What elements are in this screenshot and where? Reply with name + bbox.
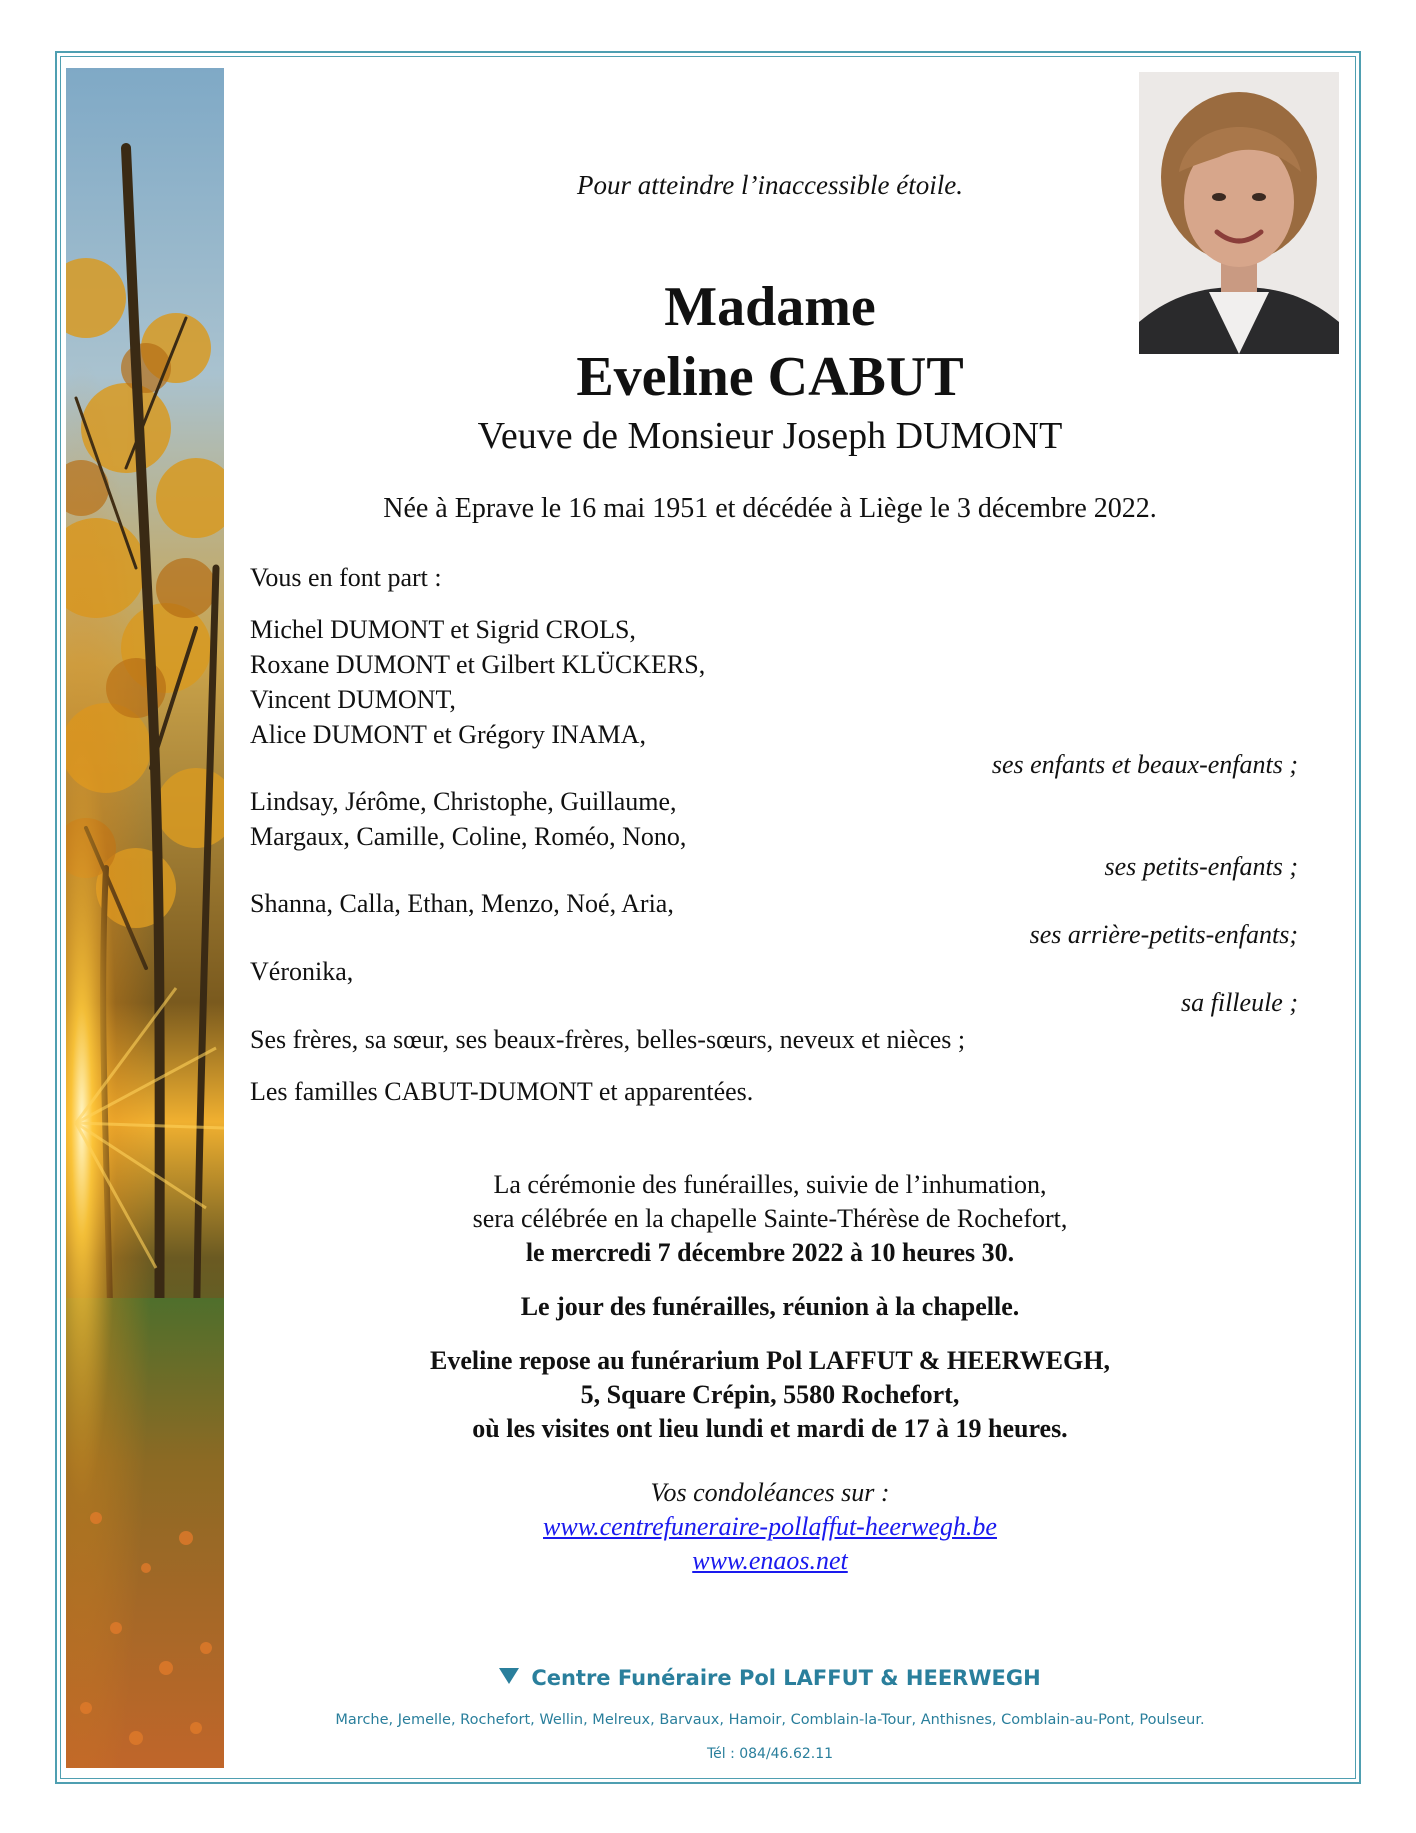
- great-grandchildren-list: Shanna, Calla, Ethan, Menzo, Noé, Aria,: [250, 889, 674, 918]
- ceremony-date: le mercredi 7 décembre 2022 à 10 heures 30.: [525, 1238, 1015, 1267]
- resting-line: où les visites ont lieu lundi et mardi de 17 à 19 heures.: [472, 1414, 1068, 1443]
- list-item: Alice DUMONT et Grégory INAMA,: [250, 720, 646, 749]
- goddaughter-label: sa filleule ;: [1181, 988, 1298, 1017]
- list-item: Margaux, Camille, Coline, Roméo, Nono,: [250, 822, 687, 851]
- children-list: [250, 612, 705, 752]
- resting-block: [250, 1344, 1290, 1446]
- footer-company-name: Centre Funéraire Pol LAFFUT & HEERWEGH: [531, 1666, 1041, 1690]
- meeting-line: Le jour des funérailles, réunion à la chapelle.: [520, 1292, 1020, 1321]
- grandchildren-list: [250, 784, 686, 854]
- birth-death-line: Née à Eprave le 16 mai 1951 et décédée à Liège le 3 décembre 2022.: [383, 493, 1157, 524]
- list-item: Vincent DUMONT,: [250, 685, 456, 714]
- honorific-title: Madame: [664, 276, 876, 338]
- ceremony-line: sera célébrée en la chapelle Sainte-Thérèse de Rochefort,: [472, 1204, 1068, 1233]
- grandchildren-label: ses petits-enfants ;: [1104, 852, 1298, 881]
- goddaughter: Véronika,: [250, 957, 354, 986]
- resting-line: Eveline repose au funérarium Pol LAFFUT & HEERWEGH,: [430, 1346, 1110, 1375]
- deceased-name: Eveline CABUT: [576, 346, 964, 408]
- list-item: Michel DUMONT et Sigrid CROLS,: [250, 615, 636, 644]
- footer-company: [250, 1666, 1290, 1690]
- condolences-block: [250, 1476, 1290, 1578]
- great-grandchildren-label: ses arrière-petits-enfants;: [1029, 920, 1298, 949]
- resting-line: 5, Square Crépin, 5580 Rochefort,: [580, 1380, 960, 1409]
- triangle-down-icon: [499, 1668, 519, 1684]
- widow-line: Veuve de Monsieur Joseph DUMONT: [477, 415, 1063, 457]
- families-line: Les familles CABUT-DUMONT et apparentées.: [250, 1077, 754, 1106]
- list-item: Lindsay, Jérôme, Christophe, Guillaume,: [250, 787, 677, 816]
- siblings-line: Ses frères, sa sœur, ses beaux-frères, belles-sœurs, neveux et nièces ;: [250, 1025, 966, 1054]
- list-item: Roxane DUMONT et Gilbert KLÜCKERS,: [250, 650, 706, 679]
- ceremony-block: [250, 1168, 1290, 1270]
- enaos-link[interactable]: www.enaos.net: [692, 1546, 848, 1575]
- funeral-center-link[interactable]: www.centrefuneraire-pollaffut-heerwegh.be: [543, 1512, 997, 1541]
- footer-phone: Tél : 084/46.62.11: [706, 1746, 834, 1762]
- condolences-label: Vos condoléances sur :: [650, 1478, 890, 1507]
- children-label: ses enfants et beaux-enfants ;: [991, 750, 1298, 779]
- footer-towns: Marche, Jemelle, Rochefort, Wellin, Melreux, Barvaux, Hamoir, Comblain-la-Tour, Anthisnes, Comblain-au-Pont, Poulseur.: [335, 1712, 1205, 1728]
- autumn-forest-image: [66, 68, 224, 1768]
- ceremony-line: La cérémonie des funérailles, suivie de l’inhumation,: [493, 1170, 1047, 1199]
- epitaph-quote: Pour atteindre l’inaccessible étoile.: [577, 170, 963, 200]
- family-intro: Vous en font part :: [250, 563, 442, 592]
